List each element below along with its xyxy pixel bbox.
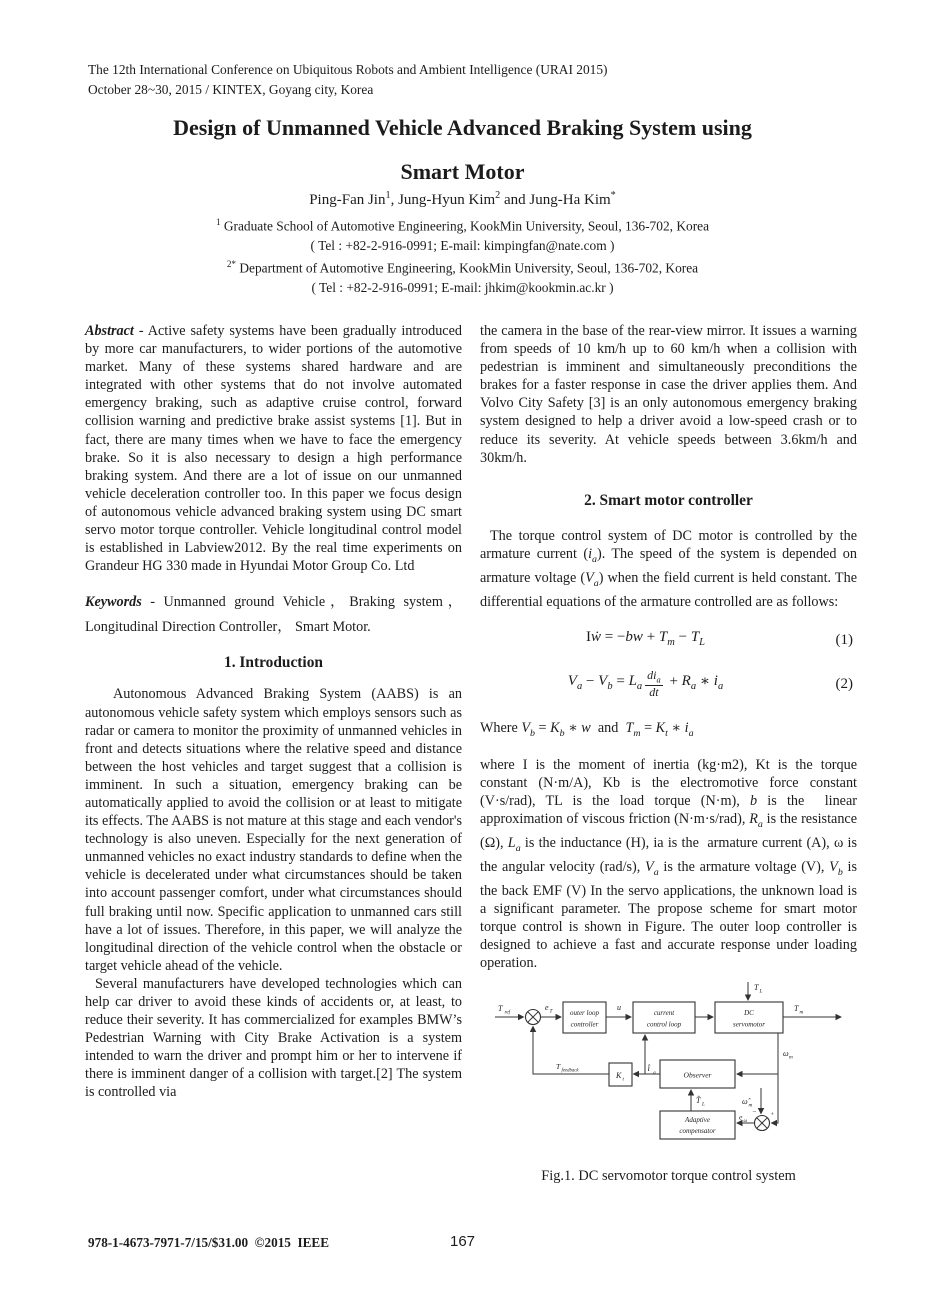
estimated-load-torque-label: T̂ bbox=[696, 1096, 701, 1106]
authors-line: Ping-Fan Jin$^1$, Jung-Hyun Kim$^2$ and Jung-Ha Kim* bbox=[309, 190, 616, 208]
outer-loop-label-2: controller bbox=[570, 1020, 599, 1029]
svg-text:t: t bbox=[622, 1076, 624, 1083]
svg-text:T: T bbox=[549, 1008, 553, 1015]
svg-text:L: L bbox=[759, 988, 763, 995]
adaptive-label-2: compensator bbox=[679, 1127, 716, 1136]
minus-sign: − bbox=[752, 1108, 757, 1117]
affiliation-2-contact: ( Tel : +82-2-916-0991; E-mail: jhkim@kookmin.ac.kr ) bbox=[311, 280, 614, 296]
t-ref-label: T bbox=[498, 1004, 503, 1014]
motor-controller-paragraph: The torque control system of DC motor is controlled by the armature current $(i_a)$. The speed of the system is depended on armature voltage $(V_a)$ when the field current is held constant. The differential equations of the armature controlled are as follows: bbox=[480, 527, 857, 610]
affiliation-2: $^{2*}$ Department of Automotive Engineering, KookMin University, Seoul, 136-702, Korea bbox=[226, 259, 699, 276]
intro-paragraph-2: Several manufacturers have developed technologies which can help car driver to avoid these kinds of accidents or, at least, to reduce their severity. It has commercialized for examples BMW’s Pedestrian Warning with City Brake Activation is a system intended to warn the driver and prompt him or her to intervene if there is imminent danger of a collision with target.[2] The system is controlled via bbox=[85, 975, 462, 1101]
omega-m-label: ω bbox=[783, 1049, 789, 1059]
load-torque-label: T bbox=[754, 983, 759, 993]
dc-label-2: servomotor bbox=[733, 1020, 765, 1029]
speed-error-label: e bbox=[739, 1112, 743, 1122]
paper-title bbox=[0, 106, 925, 194]
equation-1: Iẇ = $-bw + T_m - T_L$ bbox=[585, 628, 705, 648]
current-loop-label-1: current bbox=[653, 1009, 675, 1018]
keywords-paragraph: Keywords - Unmanned ground Vehicle，Braking system，Longitudinal Direction Controller， Smart Motor. bbox=[85, 594, 462, 636]
where-definitions-line: Where $V_b = K_b$ ∗ w and $T_m = K_t$ ∗ $i_a$ bbox=[480, 719, 694, 739]
adaptive-label-1: Adaptive bbox=[685, 1116, 710, 1125]
t-feedback-label: T bbox=[556, 1062, 561, 1072]
svg-text:a: a bbox=[653, 1070, 656, 1077]
svg-text:m: m bbox=[748, 1102, 753, 1109]
kt-label: K bbox=[616, 1071, 622, 1081]
equation-2-number: (2) bbox=[835, 675, 853, 692]
continuation-paragraph: the camera in the base of the rear-view mirror. It issues a warning from speeds of 10 km/h up to 60 km/h when a collision with pedestrian is imminent and simultaneously preconditions the brakes for a faster response in case the driver applies them. And Volvo City Safety [3] is an only autonomous emergency braking system designed to help a driver avoid a low-speed crash or to reduce its severity. At vehicle speeds between 3.6km/h and 30km/h. bbox=[480, 323, 857, 466]
affiliation-1: $^1$ Graduate School of Automotive Engineering, KookMin University, Seoul, 136-702, Korea bbox=[215, 217, 710, 234]
section-heading-introduction: 1. Introduction bbox=[224, 654, 323, 672]
affiliations bbox=[0, 213, 925, 298]
svg-text:m: m bbox=[799, 1009, 804, 1016]
left-column bbox=[85, 322, 462, 1185]
right-column bbox=[480, 322, 857, 1185]
observer-label: Observer bbox=[683, 1070, 712, 1080]
svg-text:ref: ref bbox=[504, 1009, 511, 1016]
affiliation-1-contact: ( Tel : +82-2-916-0991; E-mail: kimpingfan@nate.com ) bbox=[310, 237, 615, 253]
paper-title-line2: Smart Motor bbox=[400, 159, 525, 184]
estimated-current-label: î bbox=[647, 1063, 651, 1074]
estimated-omega-label: ω̂ bbox=[742, 1097, 748, 1107]
svg-text:L: L bbox=[702, 1101, 705, 1108]
outer-loop-label-1: outer loop bbox=[570, 1009, 599, 1018]
dc-servomotor-block-diagram bbox=[490, 978, 846, 1150]
error-torque-label: e bbox=[545, 1003, 549, 1013]
page-number: 167 bbox=[449, 1233, 476, 1250]
equation-2-row bbox=[480, 669, 857, 699]
svg-text:m: m bbox=[789, 1054, 793, 1061]
date-venue-line: October 28~30, 2015 / KINTEX, Goyang city, Korea bbox=[88, 82, 374, 97]
footer-copyright: 978-1-4673-7971-7/15/$31.00 ©2015 IEEE bbox=[88, 1235, 330, 1250]
output-torque-label: T bbox=[794, 1004, 799, 1014]
abstract-paragraph: Abstract - Active safety systems have been gradually introduced by more car manufacturers, to wider portions of the automotive market. Many of these systems shared hardware and are integrated with other systems that do not involve automated emergency braking, such as adaptive cruise control, forward collision warning and predictive brake assist systems [1]. But in fact, there are many times when we have to face the emergency brake. So it is also necessary to design a high performance braking system. And there are a lot of issue on our unmanned vehicle deceleration controller too. In this paper we focus design of autonomous vehicle advanced braking system using DC smart servo motor torque controller. Vehicle longitudinal control model is established in Labview2012. By the real time experiments on Grandeur HG 330 made in Hyundai Motor Group Co. Ltd bbox=[85, 323, 462, 575]
paper-title-line1: Design of Unmanned Vehicle Advanced Braking System using bbox=[173, 115, 752, 140]
u-label: u bbox=[617, 1003, 621, 1013]
intro-paragraph-1: Autonomous Advanced Braking System (AABS) is an autonomous vehicle safety system which employs sensors such as radar or camera to monitor the proximity of unmanned vehicles in front and detects situations where the relative speed and distance between the host vehicles and target suggest that a collision is imminent. In such a situation, emergency braking can be automatically applied to avoid the collision or at least to mitigate its effects. The AABS is not mature at this stage and each vendor's technology is also uneven. Especially for the next generation of unmanned vehicles no exact industry standards to define when the vehicle is decelerated under what circumstances should be taken into account passenger comfort, under what circumstances should full braking until now. Specific application to unmanned cars still have a lot of issues. Therefore, in this paper, we will analyze the longitudinal direction of the vehicle control when the obstacle or target vehicle ahead of the vehicle. bbox=[85, 686, 462, 974]
svg-text:ω: ω bbox=[743, 1118, 748, 1125]
equation-1-number: (1) bbox=[835, 631, 853, 648]
figure-1-diagram bbox=[490, 978, 857, 1155]
plus-sign: + bbox=[770, 1111, 775, 1119]
conference-line: The 12th International Conference on Ubiquitous Robots and Ambient Intelligence (URAI 2015) bbox=[88, 62, 608, 77]
equation-1-row bbox=[480, 628, 857, 652]
svg-text:feedback: feedback bbox=[561, 1068, 579, 1074]
equation-2: $V_a - V_b = L_a$ $\frac{di_a}{dt}$ + $R_a$ ∗ $i_a$ bbox=[567, 667, 724, 699]
fig-1-caption: Fig.1. DC servomotor torque control system bbox=[541, 1168, 796, 1185]
current-loop-label-2: control loop bbox=[646, 1020, 682, 1029]
parameters-paragraph: where I is the moment of inertia (kg·m2), Kt is the torque constant (N·m/A), Kb is the electromotive force constant (V·s/rad), TL is the load torque (N·m), b is the linear approximation of viscous friction (N·m·s/rad), $R_a$ is the resistance (Ω), $L_a$ is the inductance (H), ia is the armature current (A), ω is the angular velocity (rad/s), $V_a$ is the armature voltage (V), $V_b$ is the back EMF (V) In the servo applications, the unknown load is a significant parameter. The propose scheme for smart motor torque control is shown in Figure. The outer loop controller is designed to achieve a fast and accurate response under loading operation. bbox=[480, 756, 858, 972]
two-column-body bbox=[85, 322, 857, 1185]
page-header bbox=[88, 60, 608, 100]
dc-label-1: DC bbox=[744, 1009, 754, 1018]
section-heading-smart-motor: 2. Smart motor controller bbox=[584, 491, 753, 509]
